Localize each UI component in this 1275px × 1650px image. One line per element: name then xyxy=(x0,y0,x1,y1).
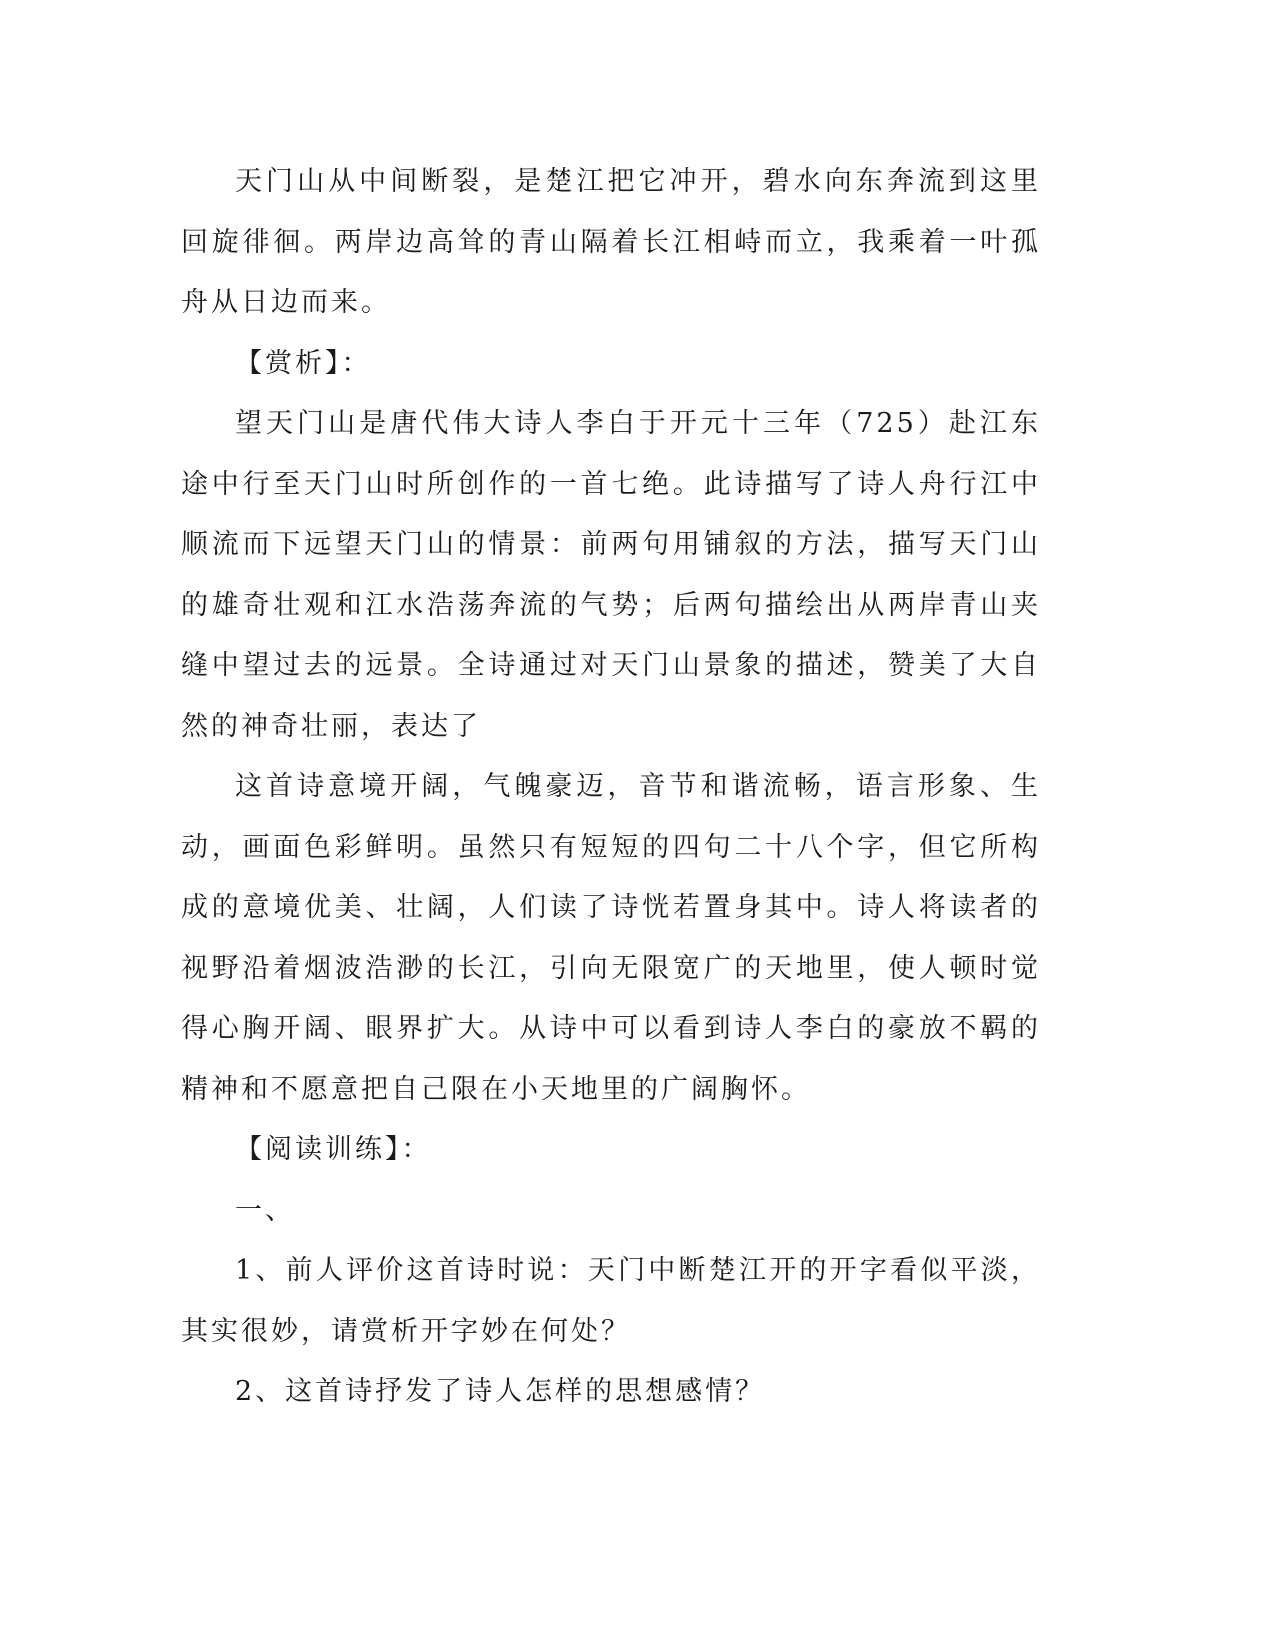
appreciation-paragraph-2: 这首诗意境开阔，气魄豪迈，音节和谐流畅，语言形象、生动，画面色彩鲜明。虽然只有短短的四句二十八个字，但它所构成的意境优美、壮阔，人们读了诗恍若置身其中。诗人将读者的视野沿着烟波浩渺的长江，引向无限宽广的天地里，使人顿时觉得心胸开阔、眼界扩大。从诗中可以看到诗人李白的豪放不羁的精神和不愿意把自己限在小天地里的广阔胸怀。 xyxy=(181,771,1041,1105)
question-2: 2、这首诗抒发了诗人怎样的思想感情？ xyxy=(235,1376,766,1407)
appreciation-heading: 【赏析】： xyxy=(235,347,372,379)
reading-training-heading: 【阅读训练】： xyxy=(235,1134,432,1165)
section-number: 一、 xyxy=(235,1194,295,1226)
document-body xyxy=(181,152,1041,1423)
appreciation-paragraph-1: 望天门山是唐代伟大诗人李白于开元十三年（725）赴江东途中行至天门山时所创作的一首七绝。此诗描写了诗人舟行江中顺流而下远望天门山的情景：前两句用铺叙的方法，描写天门山的雄奇壮观和江水浩荡奔流的气势；后两句描绘出从两岸青山夹缝中望过去的远景。全诗通过对天门山景象的描述，赞美了大自然的神奇壮丽，表达了 xyxy=(181,408,1041,742)
translation-paragraph: 天门山从中间断裂，是楚江把它冲开，碧水向东奔流到这里回旋徘徊。两岸边高耸的青山隔着长江相峙而立，我乘着一叶孤舟从日边而来。 xyxy=(181,166,1041,318)
question-1: 1、前人评价这首诗时说：天门中断楚江开的开字看似平淡，其实很妙，请赏析开字妙在何处？ xyxy=(181,1255,1041,1347)
